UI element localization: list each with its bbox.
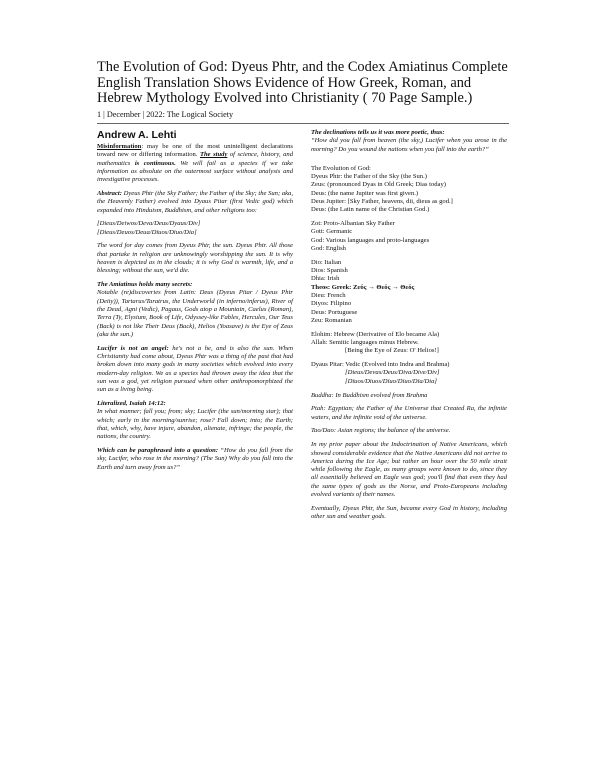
right-column bbox=[311, 129, 507, 527]
ptah-paragraph: Ptah: Egyptian; the Father of the Universe that Created Ra, the infinite waters, and the infinite void of the universe. bbox=[311, 405, 507, 421]
question-text: “How do you fall from the sky, Lucifer, who rose in the morning? (The Sun) Why do you fall into the Earth and turn away from us?” bbox=[97, 447, 293, 471]
left-column bbox=[97, 129, 293, 477]
language-line: Gott: Germanic bbox=[311, 228, 353, 236]
dieu-line: Dieu: French bbox=[311, 292, 346, 300]
dyaus-line: Dyaus Pitar: Vedic (Evolved into Indra and Brahma) bbox=[311, 361, 450, 369]
abstract-text: Dyeus Phtr (the Sky Father; the Father of the Sky; the Sun; aka, the Heavenly Father) evolved into Dyaus Pitar (first Vedic god) which expanded into Hinduism, Buddhism, and other religions too: bbox=[97, 189, 293, 214]
dio-line: Dios: Spanish bbox=[311, 267, 348, 275]
paper-title: The Evolution of God: Dyeus Phtr, and the Codex Amiatinus Complete English Translation Shows Evidence of How Greek, Roman, and Hebrew Mythology Evolved into Christianity ( 70 Page Sample.) bbox=[97, 59, 508, 106]
abstract-paragraph bbox=[97, 190, 293, 215]
secrets-paragraph: Notable (re)discoveries from Latin: Deus (Dyeus Pitar / Dyeus Phtr (Deity)), Tartarus/Taratrus, the Underworld (in inferno/inferus), River of the Dead, Agni (Vedic), Pagaus, Gods atop a Mountain, Caelus (Roman), Terra (Ty, Elysium, Book of Life, Odyssey-like Fables, Hercules, Our Teus (Back) is not like Their Deus (Back), Helios (Yoasave) is the Eye of Zeus (aka the sun.) bbox=[97, 289, 293, 338]
dio-line: Dhia: Irish bbox=[311, 275, 340, 283]
evolution-line: The Evolution of God: bbox=[311, 164, 371, 172]
declinations-paragraph: “How did you fall from heaven (the sky,) Lucifer when you arose in the morning? Do you wound the nations when you fall into the earth?” bbox=[311, 137, 507, 153]
elohim-line: Elohim: Hebrew (Derivative of Elo became Ala) bbox=[311, 330, 440, 338]
declinations-heading: The declinations tells us it was more poetic, thus: bbox=[311, 129, 445, 136]
paper-meta: 1 | December | 2022: The Logical Society bbox=[97, 110, 234, 119]
question-paragraph bbox=[97, 447, 293, 472]
lucifer-paragraph bbox=[97, 345, 293, 395]
names-line-2: [Dieus/Deuos/Deua/Dīuos/Dīuo/Dia] bbox=[97, 228, 197, 236]
dieu-line: Deus: Portuguese bbox=[311, 308, 358, 316]
tao-paragraph: Tao/Dao: Asian regions; the balance of the universe. bbox=[311, 427, 451, 435]
allah-line: Allah: Semitic languages minus Hebrew. bbox=[311, 339, 419, 347]
buddha-line: Buddha: In Buddhism evolved from Brahma bbox=[311, 391, 428, 399]
dieu-line: Zeu: Romanian bbox=[311, 316, 352, 324]
isaiah-paragraph: In what manner; fall you; from; sky; Lucifer (the sun/morning star); that which; early in the morning/sunrise; rose? Fall down; into; the Earth; that, which, why, have injure, abandon, alienate, infringe; the people, the nations, the country. bbox=[97, 408, 293, 441]
dio-line: Dio: Italian bbox=[311, 258, 342, 266]
prior-paper-paragraph: In my prior paper about the Indoctrination of Native Americans, which showed considerable evidence that the Native Americans did not arrive to America during the Ice Age; but rather an hour over the 50 mile strait while following the Eagle, as many groups were known to do, since they all essentially believed an Eagle was god; you'll find that even they had the same types of gods as the Norse, and Proto-Europeans including evolved variants of their names. bbox=[311, 441, 507, 498]
evolution-line: Zeus: (pronounced Dyas in Old Greek; Dias today) bbox=[311, 181, 446, 189]
lucifer-text: he's not a he, and is also the sun. When Christianity had come about, Dyeus Phtr was a thing of the past that had broken down into many gods in many societies which evolved into every modern-day religion. We as a species had thrown away the idea that the sun was a god, yet religion pursued when other anthropomorphized the sun as a living being. bbox=[97, 344, 294, 394]
dyaus-names-1: [Dieus/Devas/Deus/Diva/Dive/Div] bbox=[345, 369, 440, 377]
continuous-term: is continuous. bbox=[134, 159, 176, 167]
abstract-label: Abstract: bbox=[97, 189, 122, 197]
language-line: God: English bbox=[311, 245, 346, 253]
evolution-line: Deus Jupiter: [Sky Father, heavens, dii, dieus as god.] bbox=[311, 198, 453, 206]
author-name: Andrew A. Lehti bbox=[97, 129, 177, 141]
language-line: God: Various languages and proto-languages bbox=[311, 236, 430, 244]
evolution-line: Deus: (the name Jupiter was first given.) bbox=[311, 189, 419, 197]
evolution-line: Dyeus Phtr: the Father of the Sky (the Sun.) bbox=[311, 173, 427, 181]
theos-text: Greek: Ζεύς → Θεός → Θεός bbox=[331, 283, 415, 291]
word-for-day-paragraph: The word for day comes from Dyeus Phtr, the sun. Dyeus Phtr. All those that partake in religion are unknowingly worshipping the sun. It is why heaven is depicted as in the clouds; it is why God is warmth, life, and a blessing; without the sun, we'd die. bbox=[97, 242, 293, 275]
header-rule bbox=[97, 123, 509, 124]
question-heading: Which can be paraphrased into a question: bbox=[97, 447, 219, 454]
theos-label: Theos: bbox=[311, 283, 331, 291]
dyaus-names-2: [Dīuos/Dīuos/Dīuo/Dīuo/Dīa/Dia] bbox=[345, 377, 437, 385]
misinformation-paragraph bbox=[97, 143, 293, 184]
names-line-1: [Dieus/Deiwos/Deva/Deus/Dyaus/Div] bbox=[97, 220, 201, 228]
language-line: Zot: Proto-Albanian Sky Father bbox=[311, 220, 395, 228]
allah-note: [Being the Eye of Zeus: O' Helios!] bbox=[345, 347, 439, 355]
study-term: The study bbox=[199, 151, 228, 159]
misinformation-term: Misinformation bbox=[97, 143, 142, 150]
theos-line bbox=[311, 284, 507, 292]
evolution-line: Deus: (the Latin name of the Christian God.) bbox=[311, 206, 430, 214]
eventually-paragraph: Eventually, Dyeus Phtr, the Sun, became every God in history, including other sun and weather gods. bbox=[311, 504, 507, 521]
lucifer-heading: Lucifer is not an angel: bbox=[97, 344, 169, 352]
secrets-heading: The Amiatinus holds many secrets: bbox=[97, 281, 193, 289]
isaiah-heading: Literalized, Isaiah 14:12: bbox=[97, 400, 166, 408]
misinformation-text-c: We will fail as a species if we take information as absolute on the outermost surface without analysis and investigative processes. bbox=[97, 159, 293, 184]
dieu-line: Diyos: Filipino bbox=[311, 300, 352, 308]
misinformation-text-b: of science, history, and mathematics bbox=[97, 151, 294, 167]
misinformation-text-a: : may be one of the most unintelligent declarations toward new or differing information. bbox=[97, 143, 293, 159]
